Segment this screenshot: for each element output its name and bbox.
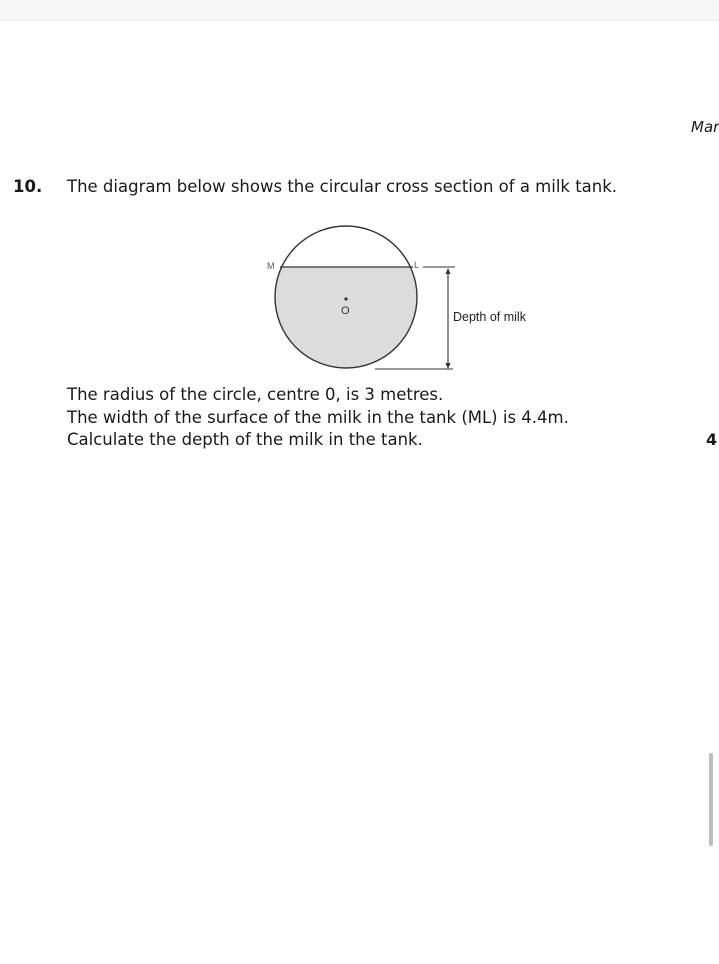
question-body bbox=[67, 384, 569, 452]
width-line: The width of the surface of the milk in the tank (ML) is 4.4m. bbox=[67, 407, 569, 427]
question-intro: The diagram below shows the circular cross section of a milk tank. bbox=[67, 177, 618, 196]
milk-tank-diagram bbox=[255, 220, 565, 380]
top-band bbox=[0, 0, 719, 21]
question-number: 10. bbox=[13, 177, 43, 196]
depth-of-milk-label: Depth of milk bbox=[453, 310, 526, 324]
label-m: M bbox=[267, 261, 275, 271]
question-marks: 4 bbox=[706, 430, 718, 449]
radius-line: The radius of the circle, centre 0, is 3 metres. bbox=[67, 385, 444, 404]
marks-column-header: Mar bbox=[691, 118, 719, 136]
instruction-line: Calculate the depth of the milk in the tank. bbox=[67, 430, 423, 449]
label-o: O bbox=[341, 305, 350, 317]
centre-dot bbox=[344, 297, 347, 300]
depth-arrow-head-top bbox=[446, 268, 451, 274]
depth-arrow-head-bottom bbox=[446, 363, 451, 369]
label-l: L bbox=[414, 260, 420, 270]
scrollbar[interactable] bbox=[709, 753, 713, 846]
milk-fill bbox=[275, 226, 420, 368]
